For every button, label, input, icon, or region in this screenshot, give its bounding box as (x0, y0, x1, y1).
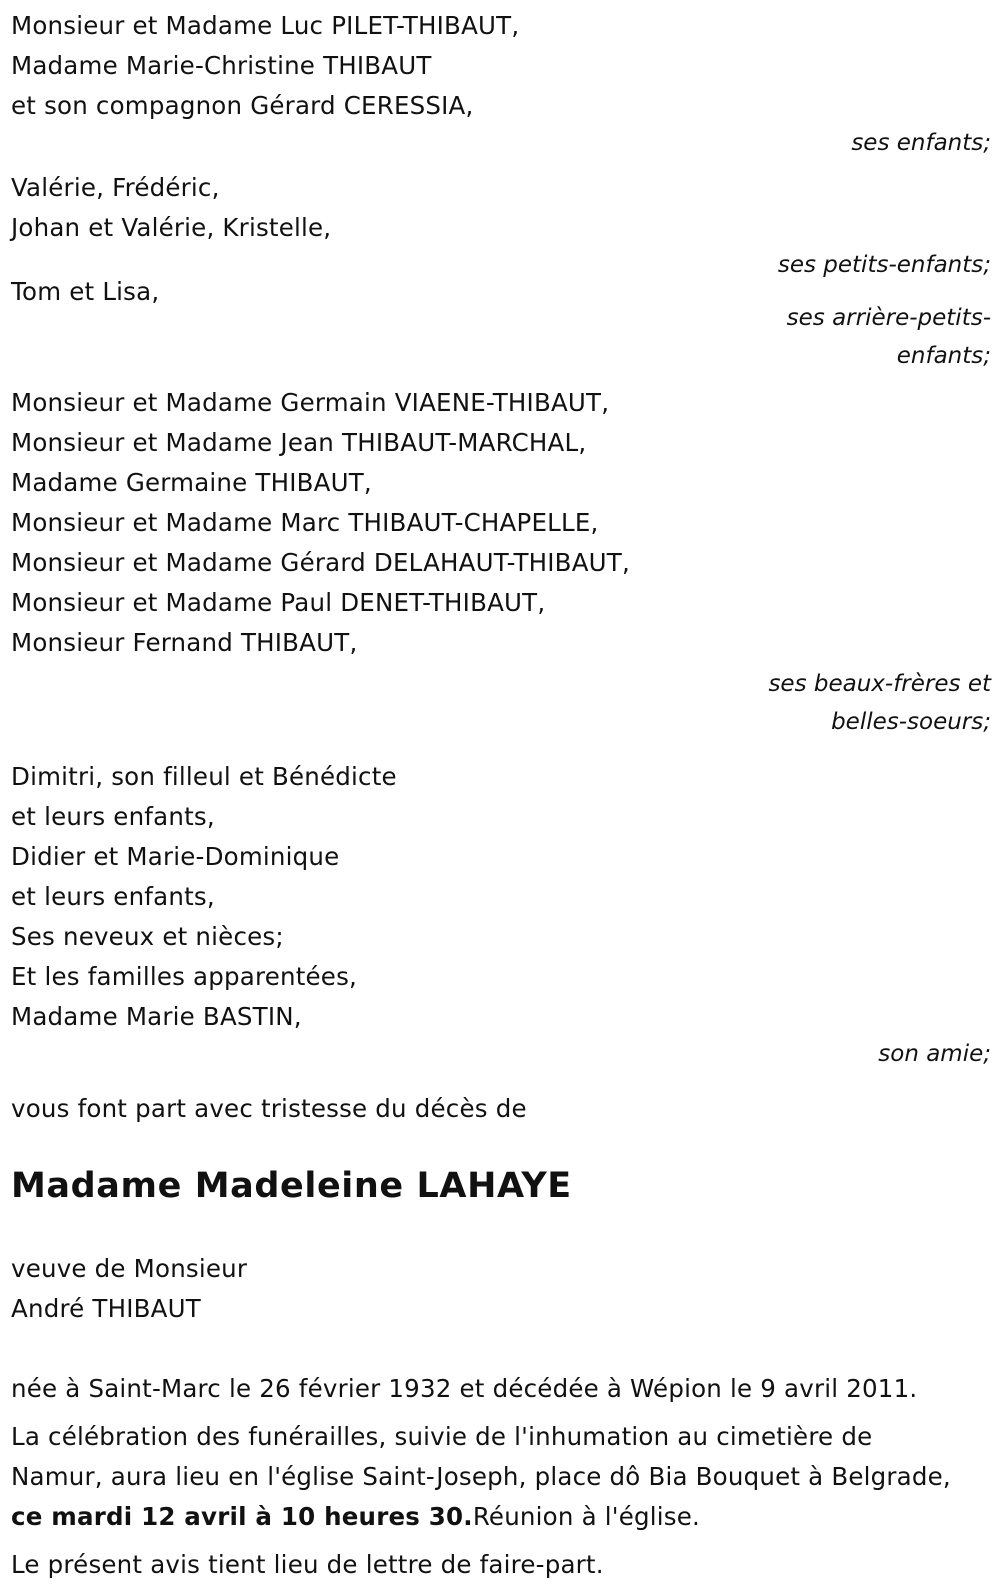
birth-death-text: née à Saint-Marc le 26 février 1932 et décédée à Wépion le 9 avril 2011. (11, 1374, 918, 1403)
relation-label-line: ses arrière-petits- (786, 305, 991, 331)
family-line: Johan et Valérie, Kristelle, (11, 213, 332, 242)
relation-label-line: ses petits-enfants; (777, 252, 991, 278)
ceremony-date: ce mardi 12 avril à 10 heures 30. (11, 1502, 473, 1531)
family-line: Monsieur et Madame Marc THIBAUT-CHAPELLE, (11, 508, 599, 537)
family-line: Dimitri, son filleul et Bénédicte (11, 762, 397, 791)
family-line: Valérie, Frédéric, (11, 173, 220, 202)
in-laws-section (11, 383, 991, 741)
widow-of-section (11, 1249, 991, 1329)
family-line: Monsieur et Madame Jean THIBAUT-MARCHAL, (11, 428, 587, 457)
family-line: et leurs enfants, (11, 882, 215, 911)
family-line: Et les familles apparentées, (11, 962, 358, 991)
family-line: Madame Germaine THIBAUT, (11, 468, 372, 497)
other-relatives-section (11, 757, 991, 1073)
relation-label (11, 665, 991, 741)
grandchildren-section (11, 168, 991, 284)
children-section (11, 6, 991, 162)
ceremony-meeting: Réunion à l'église. (472, 1502, 700, 1531)
relation-label (11, 124, 991, 162)
relation-label-line: ses enfants; (851, 130, 991, 156)
relation-label-line: son amie; (878, 1041, 991, 1067)
relation-label (11, 1035, 991, 1073)
family-line: Didier et Marie-Dominique (11, 842, 340, 871)
family-line: Madame Marie-Christine THIBAUT (11, 51, 432, 80)
relation-label-line: enfants; (896, 343, 991, 369)
relation-label-line: belles-soeurs; (831, 709, 991, 735)
family-line: Ses neveux et nièces; (11, 922, 284, 951)
obituary-notice (11, 6, 991, 1585)
family-line: Monsieur et Madame Luc PILET-THIBAUT, (11, 11, 520, 40)
deceased-name: Madame Madeleine LAHAYE (11, 1166, 572, 1206)
widow-of-line: André THIBAUT (11, 1294, 201, 1323)
family-line: Monsieur et Madame Gérard DELAHAUT-THIBAUT, (11, 548, 630, 577)
great-grandchildren-section (11, 272, 991, 375)
family-line: Monsieur et Madame Paul DENET-THIBAUT, (11, 588, 546, 617)
family-line: Monsieur et Madame Germain VIAENE-THIBAUT, (11, 388, 610, 417)
family-line: Tom et Lisa, (11, 277, 160, 306)
family-line: Madame Marie BASTIN, (11, 1002, 302, 1031)
widow-of-line: veuve de Monsieur (11, 1254, 248, 1283)
ceremony-text: La célébration des funérailles, suivie de l'inhumation au cimetière de Namur, aura lieu en l'église Saint-Joseph, place dô Bia Bouquet à Belgrade, (11, 1422, 951, 1491)
ceremony-paragraph (11, 1417, 971, 1537)
family-line: et leurs enfants, (11, 802, 215, 831)
family-line: Monsieur Fernand THIBAUT, (11, 628, 358, 657)
family-line: et son compagnon Gérard CERESSIA, (11, 91, 474, 120)
relation-label-line: ses beaux-frères et (768, 671, 991, 697)
closing-text: Le présent avis tient lieu de lettre de faire-part. (11, 1550, 604, 1579)
announcement-text: vous font part avec tristesse du décès de (11, 1094, 527, 1123)
